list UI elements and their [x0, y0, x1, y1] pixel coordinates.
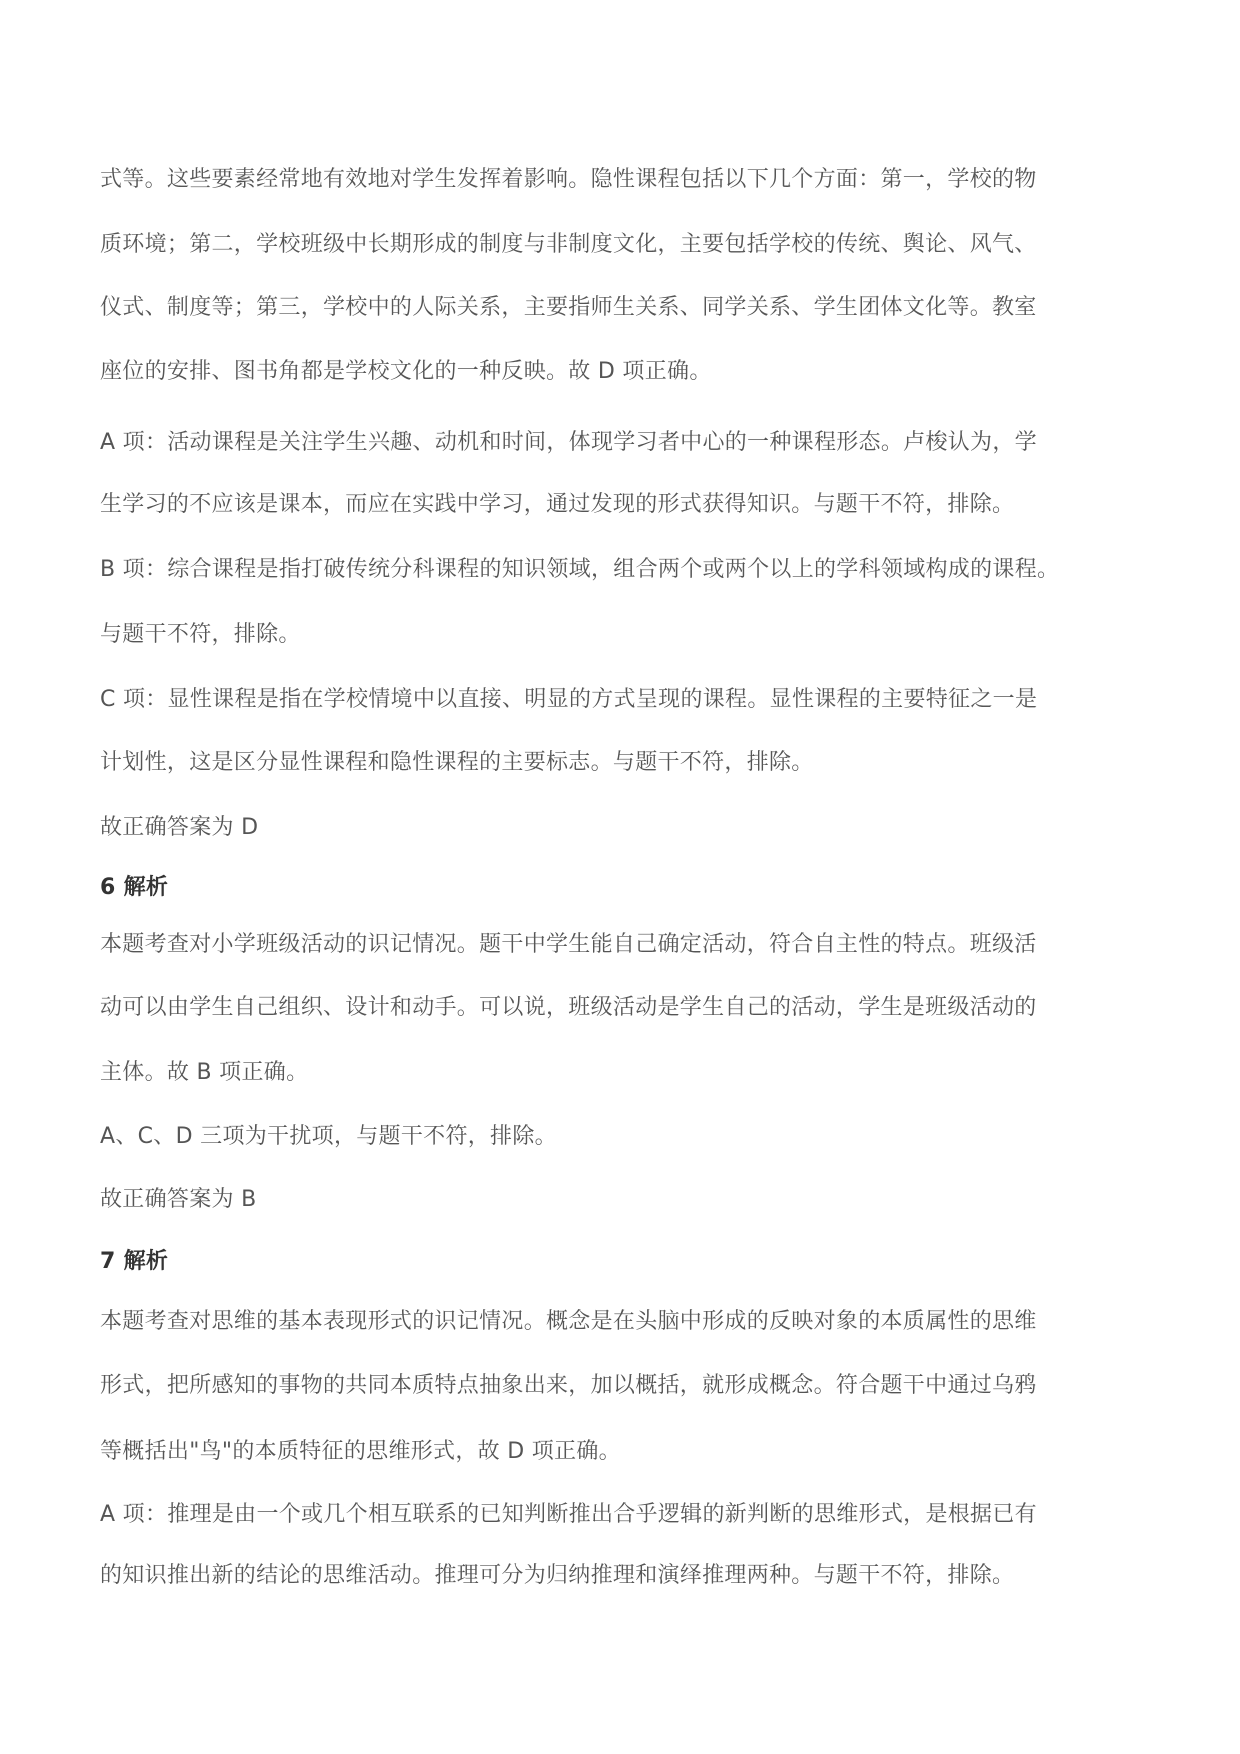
- paragraph-line: 式等。这些要素经常地有效地对学生发挥着影响。隐性课程包括以下几个方面：第一，学校的物: [100, 167, 1037, 192]
- paragraph-line: 座位的安排、图书角都是学校文化的一种反映。故 D 项正确。: [100, 359, 712, 384]
- paragraph-line: 等概括出"鸟"的本质特征的思维形式，故 D 项正确。: [100, 1439, 621, 1464]
- paragraph-line: 本题考查对思维的基本表现形式的识记情况。概念是在头脑中形成的反映对象的本质属性的思维: [100, 1309, 1037, 1334]
- option-c-line: C 项：显性课程是指在学校情境中以直接、明显的方式呈现的课程。显性课程的主要特征之一是: [100, 687, 1038, 712]
- paragraph-line: A、C、D 三项为干扰项，与题干不符，排除。: [100, 1124, 557, 1149]
- paragraph-line: 形式，把所感知的事物的共同本质特点抽象出来，加以概括，就形成概念。符合题干中通过乌鸦: [100, 1373, 1037, 1398]
- option-b-line: B 项：综合课程是指打破传统分科课程的知识领域，组合两个或两个以上的学科领域构成的课程。: [100, 557, 1060, 582]
- option-a-line: A 项：活动课程是关注学生兴趣、动机和时间，体现学习者中心的一种课程形态。卢梭认为，学: [100, 430, 1037, 455]
- paragraph-line: 本题考查对小学班级活动的识记情况。题干中学生能自己确定活动，符合自主性的特点。班级活: [100, 932, 1037, 957]
- option-a-line: 生学习的不应该是课本，而应在实践中学习，通过发现的形式获得知识。与题干不符，排除。: [100, 492, 1015, 517]
- option-a-line: 的知识推出新的结论的思维活动。推理可分为归纳推理和演绎推理两种。与题干不符，排除。: [100, 1563, 1015, 1588]
- answer-line: 故正确答案为 D: [100, 815, 259, 840]
- paragraph-line: 质环境；第二，学校班级中长期形成的制度与非制度文化，主要包括学校的传统、舆论、风气、: [100, 232, 1037, 257]
- option-b-line: 与题干不符，排除。: [100, 622, 301, 647]
- section-heading-7: 7 解析: [100, 1249, 169, 1274]
- paragraph-line: 动可以由学生自己组织、设计和动手。可以说，班级活动是学生自己的活动，学生是班级活动的: [100, 995, 1037, 1020]
- option-a-line: A 项：推理是由一个或几个相互联系的已知判断推出合乎逻辑的新判断的思维形式，是根据已有: [100, 1502, 1037, 1527]
- answer-line: 故正确答案为 B: [100, 1187, 257, 1212]
- option-c-line: 计划性，这是区分显性课程和隐性课程的主要标志。与题干不符，排除。: [100, 750, 814, 775]
- section-heading-6: 6 解析: [100, 875, 169, 900]
- paragraph-line: 仪式、制度等；第三，学校中的人际关系，主要指师生关系、同学关系、学生团体文化等。教室: [100, 295, 1037, 320]
- paragraph-line: 主体。故 B 项正确。: [100, 1060, 309, 1085]
